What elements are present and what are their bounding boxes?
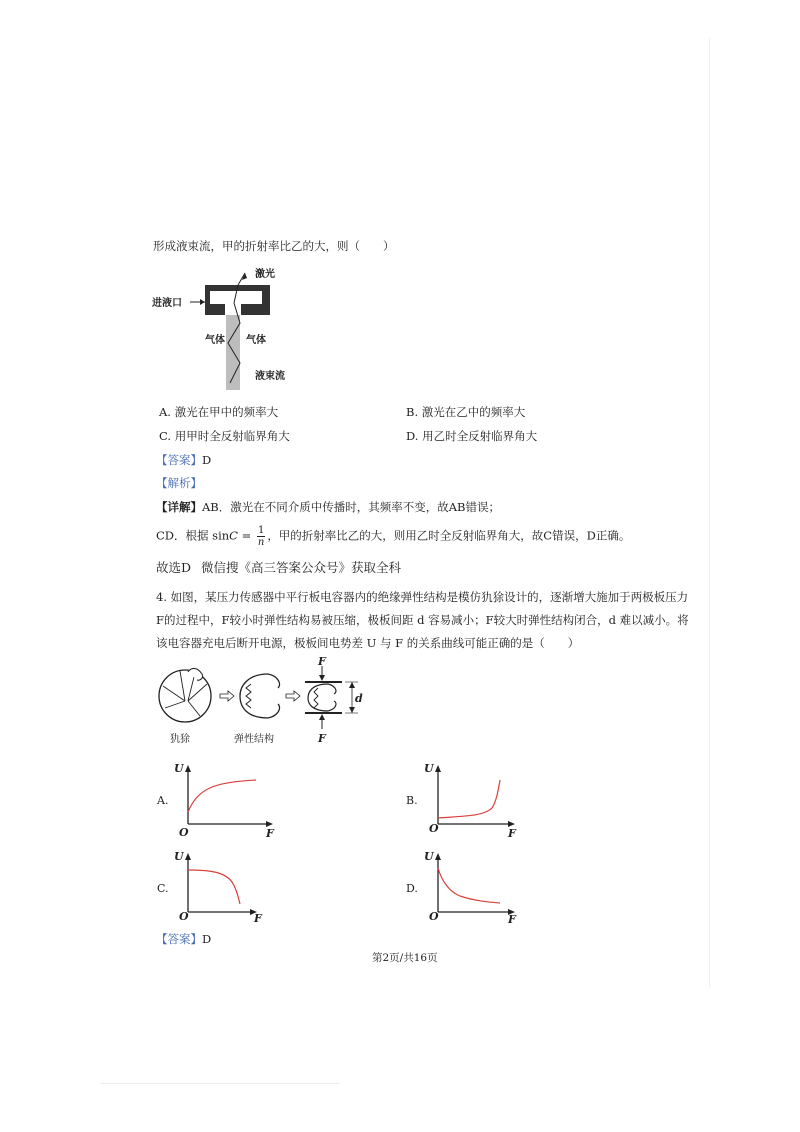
laser-jet-figure bbox=[150, 265, 300, 395]
beam-label: 液束流 bbox=[255, 371, 285, 382]
cd-suffix: ，甲的折射率比乙的大，则用乙时全反射临界角大，故C错误，D正确。 bbox=[267, 528, 631, 543]
arrow-icon bbox=[220, 691, 234, 701]
answer-tag: 【答案】 bbox=[156, 453, 202, 467]
armadillo-figure bbox=[150, 656, 370, 751]
armadillo-icon bbox=[159, 670, 211, 722]
structure-caption: 弹性结构 bbox=[234, 734, 274, 745]
graph-a-u: U bbox=[174, 762, 184, 775]
page-edge-line bbox=[709, 38, 710, 988]
q4-line1: 4. 如图，某压力传感器中平行板电容器内的绝缘弹性结构是模仿犰狳设计的，逐渐增大施加于两极板压力 bbox=[156, 590, 689, 604]
graph-d-curve bbox=[438, 868, 500, 903]
graph-c-u: U bbox=[174, 850, 184, 863]
option-b: B. 激光在乙中的频率大 bbox=[406, 405, 526, 419]
force-bottom-label: F bbox=[318, 732, 326, 745]
graph-d-f: F bbox=[508, 913, 516, 926]
q4-line3: 该电容器充电后断开电源，极板间电势差 U 与 F 的关系曲线可能正确的是（ ） bbox=[156, 636, 580, 650]
gas-right-label: 气体 bbox=[246, 335, 266, 346]
graph-a-label: A. bbox=[157, 794, 169, 807]
question3-stem: 形成液束流，甲的折射率比乙的大，则（ ） bbox=[153, 239, 395, 253]
graph-a-curve bbox=[188, 780, 256, 812]
armadillo-caption: 犰狳 bbox=[170, 734, 190, 745]
graph-a bbox=[170, 760, 280, 840]
fraction bbox=[257, 525, 265, 548]
q4-answer bbox=[156, 932, 211, 946]
answer-value: D bbox=[202, 453, 212, 467]
graph-d-u: U bbox=[424, 850, 434, 863]
graph-c-curve bbox=[188, 870, 240, 904]
footer-rule bbox=[100, 1083, 340, 1084]
option-a: A. 激光在甲中的频率大 bbox=[159, 405, 279, 419]
q3-cd-explanation bbox=[156, 525, 630, 548]
graph-b-f: F bbox=[508, 827, 516, 840]
detail-tag: 【详解】 bbox=[156, 500, 202, 514]
cd-eq: = bbox=[237, 528, 255, 543]
graph-c-label: C. bbox=[157, 882, 169, 895]
graph-b-label: B. bbox=[406, 794, 418, 807]
inlet-label: 进液口 bbox=[152, 298, 182, 309]
graph-b-u: U bbox=[424, 762, 434, 775]
graph-a-o: O bbox=[179, 826, 189, 839]
gap-d-label: d bbox=[355, 692, 363, 705]
q3-analysis-tag: 【解析】 bbox=[156, 476, 202, 490]
frac-num: 1 bbox=[257, 525, 265, 536]
graph-d-o: O bbox=[429, 910, 439, 923]
inlet-arrow bbox=[200, 299, 205, 305]
q3-choice bbox=[156, 560, 401, 576]
option-d: D. 用乙时全反射临界角大 bbox=[406, 429, 538, 443]
graph-c-o: O bbox=[179, 910, 189, 923]
cd-prefix: CD．根据 sin bbox=[156, 528, 230, 543]
force-top-label: F bbox=[318, 656, 326, 668]
graph-a-f: F bbox=[266, 827, 274, 840]
cd-var-c: C bbox=[229, 528, 238, 543]
q4-line2: F的过程中，F较小时弹性结构易被压缩，极板间距 d 容易减小；F较大时弹性结构闭合，d 难以减小。将 bbox=[156, 613, 689, 627]
q4-answer-tag: 【答案】 bbox=[156, 932, 202, 946]
graph-b bbox=[420, 760, 530, 840]
choice-note: 微信搜《高三答案公众号》获取全科 bbox=[201, 560, 402, 575]
detail-text: AB．激光在不同介质中传播时，其频率不变，故AB错误； bbox=[202, 500, 501, 514]
gas-left-label: 气体 bbox=[205, 335, 225, 346]
graph-d-label: D. bbox=[406, 882, 418, 895]
q4-answer-value: D bbox=[202, 932, 212, 946]
graph-c bbox=[170, 848, 280, 928]
graph-b-o: O bbox=[429, 822, 439, 835]
q3-answer bbox=[156, 453, 211, 467]
graph-d bbox=[420, 848, 530, 928]
frac-den: n bbox=[257, 537, 265, 548]
option-c: C. 用甲时全反射临界角大 bbox=[159, 429, 290, 443]
choice-text: 故选D bbox=[156, 560, 192, 575]
elastic-structure bbox=[240, 674, 268, 718]
graph-b-curve bbox=[438, 780, 500, 818]
page-footer: 第2页/共16页 bbox=[372, 952, 438, 964]
laser-label: 激光 bbox=[255, 269, 275, 280]
graph-c-f: F bbox=[254, 912, 262, 925]
q3-detail bbox=[156, 500, 500, 514]
